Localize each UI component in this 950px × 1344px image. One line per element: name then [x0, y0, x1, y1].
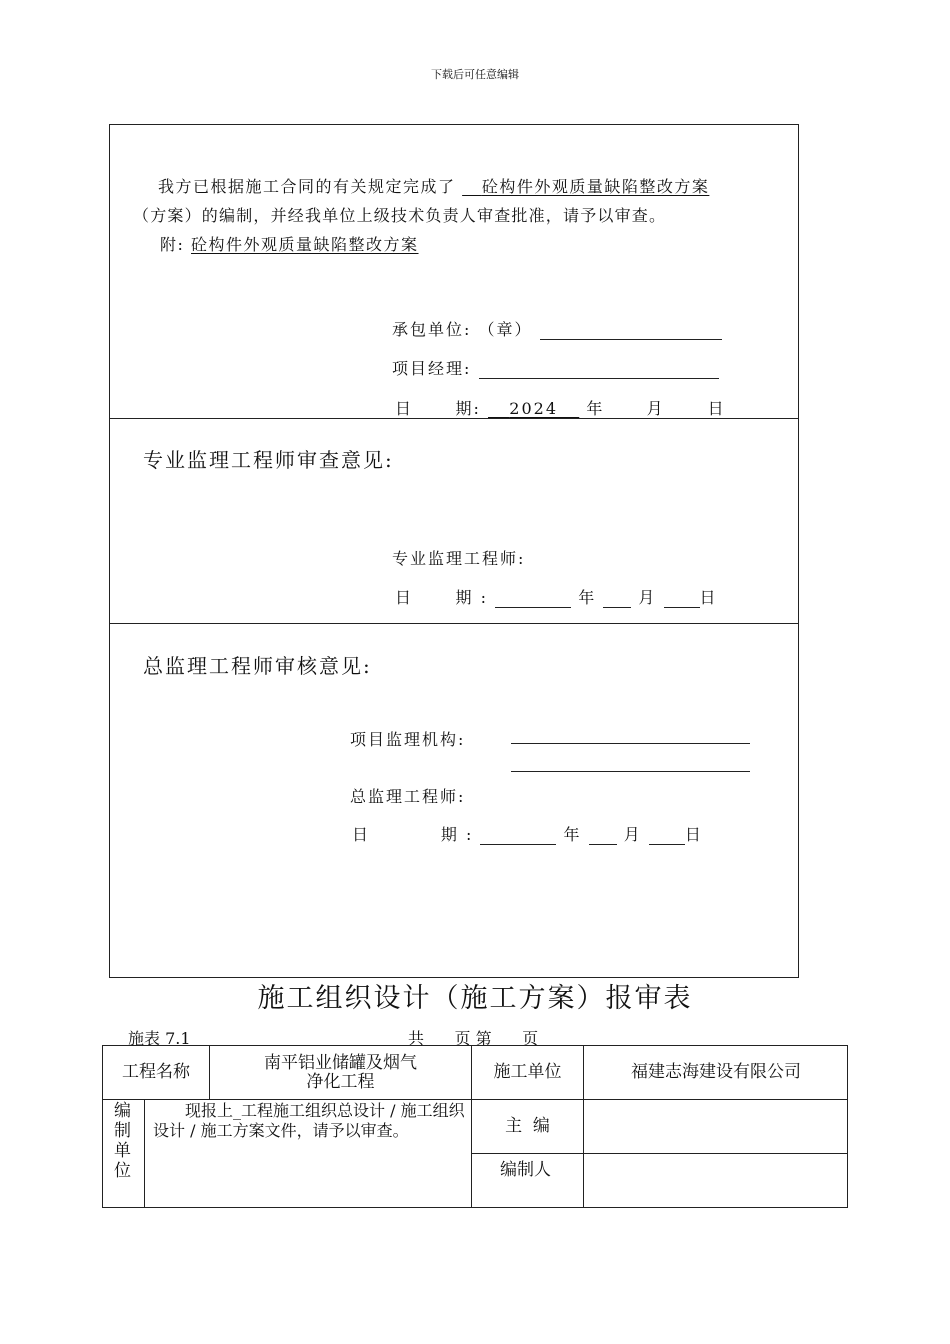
attachment-label: 附:: [160, 235, 185, 254]
chief-day-blank[interactable]: [649, 828, 685, 845]
attachment-name: 砼构件外观质量缺陷整改方案: [191, 235, 419, 254]
report-title: 施工组织设计（施工方案）报审表: [257, 983, 693, 1014]
chief-engineer-label: 总监理工程师:: [350, 787, 466, 806]
supervisor-year-label: 年: [578, 588, 597, 607]
supervisor-opinion-title: 专业监理工程师审查意见:: [143, 448, 394, 472]
supervisor-year-blank[interactable]: [495, 591, 571, 608]
supervisor-month-label: 月: [638, 588, 657, 607]
date-label: 日 期:: [395, 399, 481, 418]
supervisor-day-blank[interactable]: [664, 591, 700, 608]
section-divider-2: [109, 623, 799, 624]
chief-editor-label: 主 编: [505, 1116, 550, 1136]
chief-editor-value[interactable]: [584, 1100, 848, 1153]
supervisor-month-blank[interactable]: [603, 591, 631, 608]
org-blank-2[interactable]: [511, 771, 750, 772]
construction-unit-label: 施工单位: [493, 1062, 562, 1082]
statement-line-1: [158, 174, 709, 197]
contractor-blank[interactable]: [540, 323, 722, 340]
day-label: 日: [707, 399, 726, 418]
project-name-value: [210, 1046, 471, 1099]
supervisor-day-label: 日: [699, 588, 718, 607]
year-label: 年: [586, 399, 605, 418]
month-blank[interactable]: [611, 402, 639, 419]
chief-opinion-title: 总监理工程师审核意见:: [143, 654, 372, 678]
attachment-line: [160, 232, 419, 255]
org-blank-1[interactable]: [511, 743, 750, 744]
manager-row: [392, 356, 719, 379]
org-label: 项目监理机构:: [350, 730, 466, 749]
page-info: 共 页 第 页: [408, 1029, 539, 1048]
manager-blank[interactable]: [479, 362, 719, 379]
project-name-line-1: 南平铝业储罐及烟气: [264, 1052, 417, 1073]
chief-date-row: [352, 822, 703, 845]
chief-date-label: 日 期 :: [352, 825, 474, 844]
chief-month-label: 月: [623, 825, 642, 844]
supervisor-date-label: 日 期 :: [395, 588, 488, 607]
year-value[interactable]: 2024: [509, 399, 558, 418]
chief-day-label: 日: [684, 825, 703, 844]
header-note: 下载后可任意编辑: [431, 68, 519, 81]
project-name-line-2: 净化工程: [306, 1071, 375, 1092]
form-number: 施表 7.1: [128, 1029, 191, 1048]
month-label: 月: [646, 399, 665, 418]
manager-label: 项目经理:: [392, 359, 472, 378]
statement-prefix: 我方已根据施工合同的有关规定完成了: [158, 177, 456, 196]
contractor-label: 承包单位: （章）: [392, 320, 533, 339]
col-divider-compile: [144, 1099, 145, 1208]
supervisor-date-row: [395, 585, 718, 608]
construction-unit-value: 福建志海建设有限公司: [631, 1062, 801, 1082]
compiler-value[interactable]: [584, 1154, 848, 1207]
compile-unit-label: 编制单位: [114, 1101, 131, 1181]
chief-year-blank[interactable]: [480, 828, 556, 845]
compiler-label: 编制人: [500, 1160, 551, 1180]
plan-name: 砼构件外观质量缺陷整改方案: [481, 177, 710, 196]
compile-text: 现报上_工程施工组织总设计 / 施工组织设计 / 施工方案文件，请予以审查。: [153, 1101, 465, 1140]
chief-month-blank[interactable]: [589, 828, 617, 845]
statement-line-2: （方案）的编制，并经我单位上级技术负责人审查批准，请予以审查。: [133, 206, 667, 225]
project-name-label: 工程名称: [122, 1062, 190, 1082]
day-blank[interactable]: [672, 402, 708, 419]
chief-year-label: 年: [563, 825, 582, 844]
contractor-row: [392, 317, 722, 340]
contractor-date-row: [395, 396, 726, 419]
supervisor-engineer-label: 专业监理工程师:: [392, 549, 526, 568]
